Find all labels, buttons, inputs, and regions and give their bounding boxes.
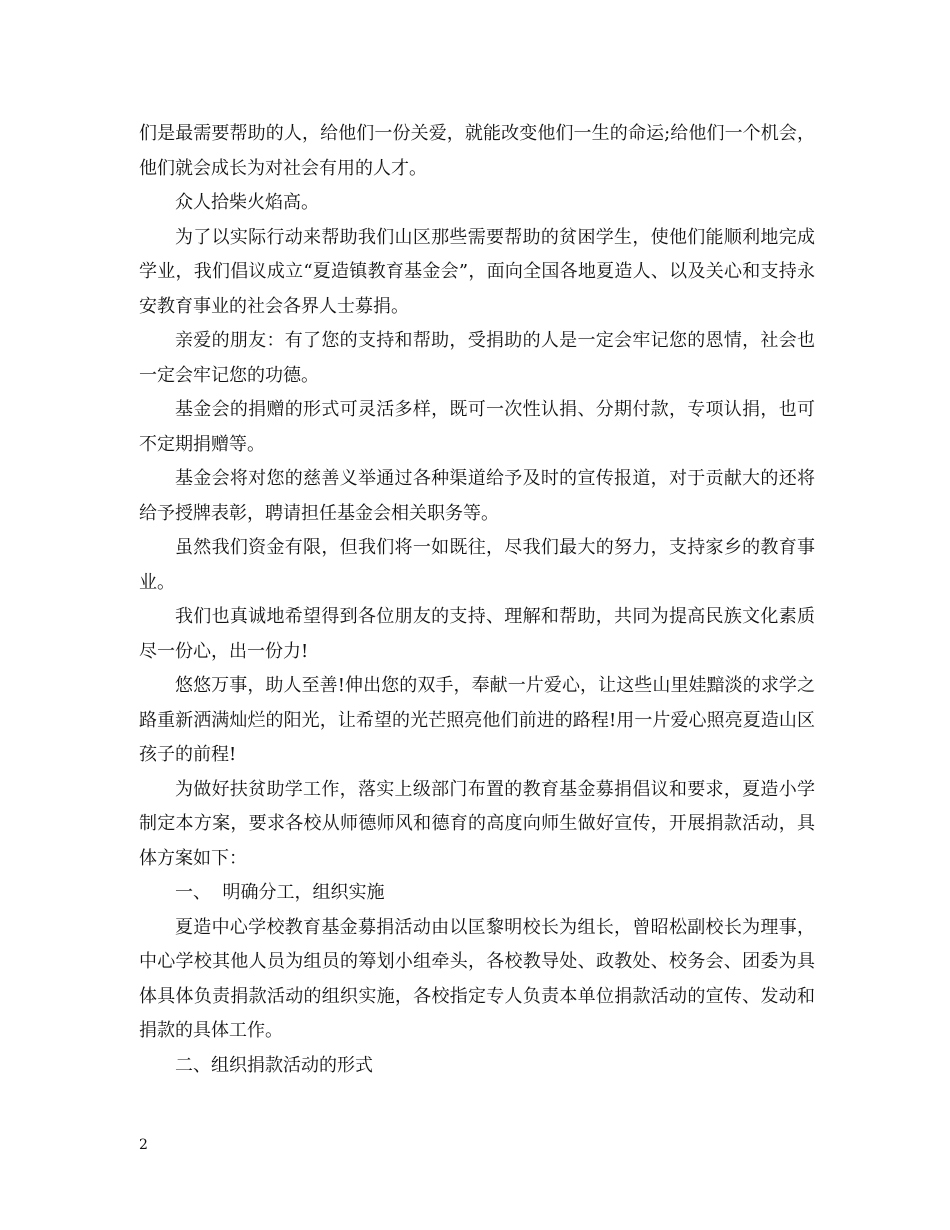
section-heading-2: 二、组织捐款活动的形式 [175,1054,373,1076]
document-body [139,117,815,1083]
paragraph-dear-friends: 亲爱的朋友：有了您的支持和帮助，受捐助的人是一定会牢记您的恩情，社会也一定会牢记您的功德。 [139,330,815,386]
paragraph-proverb: 众人拾柴火焰高。 [175,192,319,213]
paragraph-plan-intro: 为做好扶贫助学工作，落实上级部门布置的教育基金募捐倡议和要求，夏造小学制定本方案，要求各校从师德师风和德育的高度向师生做好宣传，开展捐款活动，具体方案如下： [139,778,815,869]
paragraph-organization: 夏造中心学校教育基金募捐活动由以匡黎明校长为组长，曾昭松副校长为理事，中心学校其他人员为组员的筹划小组牵头，各校教导处、政教处、校务会、团委为具体具体负责捐款活动的组织实施，各校指定专人负责本单位捐款活动的宣传、发动和捐款的具体工作。 [139,916,815,1041]
paragraph-donation-forms: 基金会的捐赠的形式可灵活多样，既可一次性认捐、分期付款，专项认捐，也可不定期捐赠等。 [139,399,815,455]
paragraph-publicity: 基金会将对您的慈善义举通过各种渠道给予及时的宣传报道，对于贡献大的还将给予授牌表彰，聘请担任基金会相关职务等。 [139,468,815,524]
paragraph-commitment: 虽然我们资金有限，但我们将一如既往，尽我们最大的努力，支持家乡的教育事业。 [139,537,815,593]
section-heading-1: 一、 明确分工，组织实施 [175,882,385,903]
paragraph-hope: 我们也真诚地希望得到各位朋友的支持、理解和帮助，共同为提高民族文化素质尽一份心，出一份力! [139,606,815,662]
paragraph-initiative: 为了以实际行动来帮助我们山区那些需要帮助的贫困学生，使他们能顺利地完成学业，我们倡议成立“夏造镇教育基金会”，面向全国各地夏造人、以及关心和支持永安教育事业的社会各界人士募捐。 [139,226,815,317]
paragraph-appeal: 悠悠万事，助人至善!伸出您的双手，奉献一片爱心，让这些山里娃黯淡的求学之路重新洒满灿烂的阳光，让希望的光芒照亮他们前进的路程!用一片爱心照亮夏造山区孩子的前程! [139,675,815,765]
paragraph-continuation: 们是最需要帮助的人，给他们一份关爱，就能改变他们一生的命运;给他们一个机会，他们就会成长为对社会有用的人才。 [139,123,815,179]
page-number: 2 [139,1137,148,1153]
